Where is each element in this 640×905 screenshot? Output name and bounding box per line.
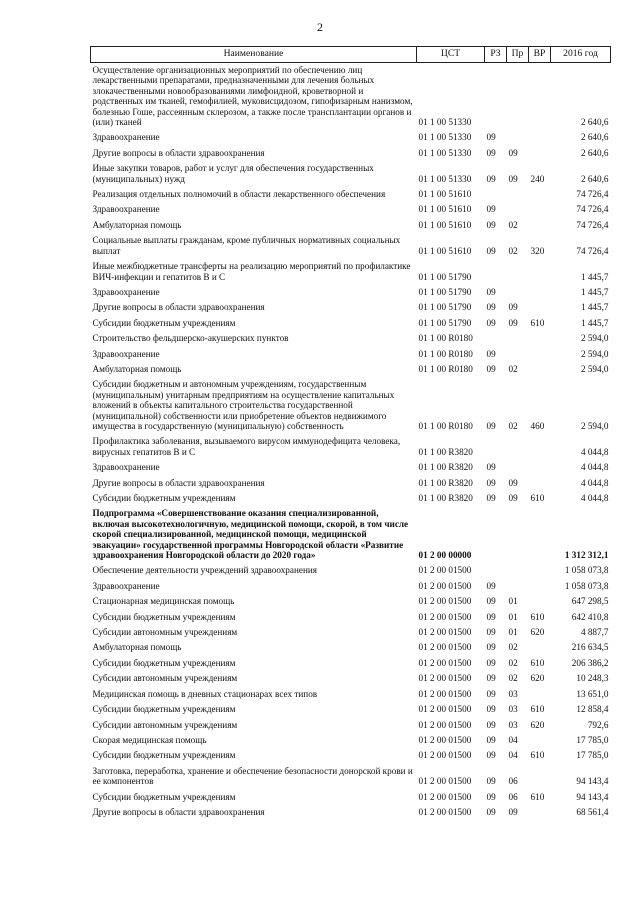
- row-pr: [507, 130, 529, 145]
- table-row: [91, 130, 611, 145]
- table-row: [91, 331, 611, 346]
- table-row: [91, 187, 611, 202]
- row-vr: 460: [530, 420, 545, 431]
- row-sum: 206 386,2: [571, 657, 609, 668]
- row-name: Субсидии бюджетным учреждениям: [92, 657, 236, 668]
- row-sum: 1 058 073,8: [564, 580, 609, 591]
- row-sum: 1 058 073,8: [564, 565, 609, 576]
- row-cst: 01 1 00 51330: [418, 173, 472, 184]
- row-sum: 2 594,0: [580, 333, 609, 344]
- row-sum: 4 044,8: [580, 493, 609, 503]
- row-pr: [507, 331, 529, 346]
- table-row: [91, 347, 611, 362]
- row-pr: [507, 579, 529, 594]
- row-name: Субсидии бюджетным учреждениям: [92, 317, 236, 328]
- row-pr: [507, 285, 529, 300]
- row-name: Здравоохранение: [92, 580, 160, 591]
- row-vr: 610: [530, 657, 545, 668]
- row-name: Другие вопросы в области здравоохранения: [92, 806, 265, 817]
- row-rz: [485, 434, 507, 460]
- row-pr: 02: [508, 420, 518, 431]
- row-sum: 74 726,4: [576, 219, 609, 230]
- table-header-row: [91, 47, 611, 63]
- row-cst: 01 1 00 R0180: [418, 420, 473, 431]
- table-row: [91, 687, 611, 702]
- row-rz: 09: [486, 493, 496, 503]
- row-rz: 09: [486, 132, 496, 143]
- row-rz: 09: [486, 688, 496, 699]
- row-rz: [485, 563, 507, 578]
- row-vr: [529, 506, 551, 563]
- row-vr: [529, 218, 551, 233]
- table-row: [91, 748, 611, 763]
- row-vr: [529, 187, 551, 202]
- row-rz: 09: [486, 806, 496, 817]
- row-vr: 610: [530, 704, 545, 715]
- row-rz: 09: [486, 219, 496, 230]
- row-rz: [485, 187, 507, 202]
- row-cst: 01 2 00 01500: [418, 806, 472, 817]
- row-sum: 647 298,5: [571, 596, 609, 607]
- table-row: [91, 259, 611, 285]
- table-row: [91, 316, 611, 331]
- table-row: [91, 594, 611, 609]
- row-vr: [529, 130, 551, 145]
- row-sum: 2 640,6: [580, 117, 609, 128]
- table-body: [91, 63, 611, 821]
- row-pr: 01: [508, 627, 518, 638]
- row-vr: 610: [530, 317, 545, 328]
- row-cst: 01 1 00 R0180: [418, 348, 473, 359]
- row-name: Субсидии бюджетным учреждениям: [92, 704, 236, 715]
- row-cst: 01 2 00 01500: [418, 734, 472, 745]
- row-name: Подпрограмма «Совершенствование оказания специализированной, включая высокотехнологичную, медицинской помощи, скорой, в том числе скорой специализированной, медицинской помощи, медицинской эвакуации» государственной программы Новгородской области «Развитие здравоохранения Новгородской области до 2020 года»: [92, 508, 409, 561]
- row-pr: 09: [508, 302, 518, 313]
- row-sum: 2 594,0: [580, 420, 609, 431]
- row-cst: 01 2 00 01500: [418, 596, 472, 607]
- row-vr: [529, 347, 551, 362]
- table-row: [91, 764, 611, 790]
- row-vr: [529, 300, 551, 315]
- table-row: [91, 63, 611, 131]
- row-cst: 01 1 00 51790: [418, 286, 472, 297]
- row-pr: 04: [508, 734, 518, 745]
- row-rz: 09: [486, 734, 496, 745]
- row-vr: 620: [530, 719, 545, 730]
- row-cst: 01 1 00 51610: [418, 189, 472, 200]
- row-name: Здравоохранение: [92, 286, 160, 297]
- table-row: [91, 506, 611, 563]
- row-pr: [507, 506, 529, 563]
- row-pr: [507, 259, 529, 285]
- row-cst: 01 2 00 01500: [418, 627, 472, 638]
- row-sum: 2 640,6: [580, 132, 609, 143]
- row-pr: 09: [508, 493, 518, 503]
- row-pr: [507, 347, 529, 362]
- header-vr: ВР: [529, 47, 551, 63]
- row-name: Субсидии бюджетным учреждениям: [92, 750, 236, 761]
- row-vr: 620: [530, 673, 545, 684]
- row-pr: 02: [508, 642, 518, 653]
- row-cst: 01 2 00 01500: [418, 673, 472, 684]
- row-rz: [485, 259, 507, 285]
- row-cst: 01 1 00 R3820: [418, 446, 473, 457]
- table-row: [91, 656, 611, 671]
- row-cst: 01 1 00 51330: [418, 117, 472, 128]
- row-name: Субсидии автономным учреждениям: [92, 719, 238, 730]
- table-row: [91, 790, 611, 805]
- row-pr: 02: [508, 219, 518, 230]
- row-name: Субсидии автономным учреждениям: [92, 673, 238, 684]
- table-row: [91, 563, 611, 578]
- row-pr: 01: [508, 611, 518, 622]
- row-pr: [507, 187, 529, 202]
- row-cst: 01 1 00 R3820: [418, 462, 473, 473]
- row-pr: 01: [508, 596, 518, 607]
- row-cst: 01 1 00 R3820: [418, 477, 473, 488]
- row-cst: 01 2 00 01500: [418, 565, 472, 576]
- row-cst: 01 1 00 51330: [418, 132, 472, 143]
- row-sum: 4 044,8: [580, 462, 609, 473]
- table-row: [91, 476, 611, 491]
- row-sum: 1 312 312,1: [564, 550, 609, 561]
- row-sum: 1 445,7: [580, 271, 609, 282]
- table-row: [91, 146, 611, 161]
- row-vr: [529, 594, 551, 609]
- row-rz: [485, 331, 507, 346]
- row-vr: [529, 460, 551, 475]
- table-row: [91, 610, 611, 625]
- row-sum: 17 785,0: [576, 750, 609, 761]
- row-cst: 01 2 00 01500: [418, 719, 472, 730]
- table-row: [91, 202, 611, 217]
- row-name: Осуществление организационных мероприятий по обеспечению лиц лекарственными препаратами, предназначенными для лечения больных злокачественными новообразованиями лимфоидной, кроветворной и родственных им тканей, гемофилией, муковисцидозом, гипофизарным нанизмом, болезнью Гоше, рассеянным склерозом, а также после трансплантации органов и (или) тканей: [92, 65, 413, 128]
- row-rz: 09: [486, 462, 496, 473]
- row-rz: 09: [486, 317, 496, 328]
- row-cst: 01 1 00 51610: [418, 219, 472, 230]
- row-sum: 12 858,4: [576, 704, 609, 715]
- row-pr: 02: [508, 245, 518, 256]
- row-pr: 09: [508, 477, 518, 488]
- row-vr: [529, 146, 551, 161]
- header-rz: РЗ: [485, 47, 507, 63]
- row-name: Здравоохранение: [92, 348, 160, 359]
- row-pr: 02: [508, 657, 518, 668]
- row-rz: 09: [486, 420, 496, 431]
- row-sum: 4 044,8: [580, 477, 609, 488]
- row-name: Другие вопросы в области здравоохранения: [92, 302, 265, 313]
- row-vr: [529, 331, 551, 346]
- row-name: Иные межбюджетные трансферты на реализацию мероприятий по профилактике ВИЧ-инфекции и гепатитов В и С: [92, 261, 411, 282]
- table-row: [91, 460, 611, 475]
- table-row: [91, 625, 611, 640]
- row-cst: 01 1 00 51330: [418, 147, 472, 158]
- row-name: Заготовка, переработка, хранение и обеспечение безопасности донорской крови и ее компонентов: [92, 765, 413, 787]
- row-vr: 610: [530, 493, 545, 503]
- row-pr: 09: [508, 147, 518, 158]
- row-vr: [529, 764, 551, 790]
- table-row: [91, 718, 611, 733]
- row-name: Обеспечение деятельности учреждений здравоохранения: [92, 565, 318, 576]
- row-name: Субсидии автономным учреждениям: [92, 627, 238, 638]
- row-name: Медицинская помощь в дневных стационарах всех типов: [92, 688, 318, 699]
- row-rz: 09: [486, 245, 496, 256]
- row-cst: 01 1 00 51610: [418, 204, 472, 215]
- row-rz: 09: [486, 657, 496, 668]
- row-rz: 09: [486, 596, 496, 607]
- row-name: Иные закупки товаров, работ и услуг для обеспечения государственных (муниципальных) нужд: [92, 163, 374, 184]
- row-pr: [507, 202, 529, 217]
- row-vr: [529, 640, 551, 655]
- table-row: [91, 218, 611, 233]
- table-row: [91, 161, 611, 187]
- row-pr: 09: [508, 806, 518, 817]
- row-rz: [485, 506, 507, 563]
- row-rz: 09: [486, 719, 496, 730]
- row-rz: 09: [486, 204, 496, 215]
- table-row: [91, 640, 611, 655]
- row-sum: 17 785,0: [576, 734, 609, 745]
- row-rz: 09: [486, 791, 496, 802]
- header-cst: ЦСТ: [417, 47, 485, 63]
- row-rz: 09: [486, 776, 496, 787]
- row-rz: 09: [486, 627, 496, 638]
- row-cst: 01 2 00 01500: [418, 791, 472, 802]
- row-name: Скорая медицинская помощь: [92, 734, 207, 745]
- row-name: Другие вопросы в области здравоохранения: [92, 477, 265, 488]
- row-rz: 09: [486, 673, 496, 684]
- row-cst: 01 1 00 R3820: [418, 493, 473, 503]
- row-cst: 01 2 00 01500: [418, 642, 472, 653]
- row-rz: [485, 63, 507, 131]
- row-vr: [529, 563, 551, 578]
- header-pr: Пр: [507, 47, 529, 63]
- row-sum: 74 726,4: [576, 245, 609, 256]
- table-row: [91, 579, 611, 594]
- row-cst: 01 1 00 51610: [418, 245, 472, 256]
- row-sum: 2 594,0: [580, 348, 609, 359]
- row-sum: 68 561,4: [576, 806, 609, 817]
- row-cst: 01 2 00 01500: [418, 750, 472, 761]
- row-vr: 320: [530, 245, 545, 256]
- row-rz: 09: [486, 642, 496, 653]
- row-cst: 01 2 00 01500: [418, 704, 472, 715]
- row-sum: 4 887,7: [580, 627, 609, 638]
- row-pr: 02: [508, 363, 518, 374]
- row-sum: 94 143,4: [576, 776, 609, 787]
- table-row: [91, 434, 611, 460]
- row-pr: 03: [508, 688, 518, 699]
- table-row: [91, 491, 611, 506]
- row-pr: [507, 434, 529, 460]
- row-vr: [529, 434, 551, 460]
- row-cst: 01 1 00 R0180: [418, 363, 473, 374]
- table-row: [91, 805, 611, 820]
- row-pr: 06: [508, 776, 518, 787]
- row-sum: 13 651,0: [576, 688, 609, 699]
- row-name: Социальные выплаты гражданам, кроме публичных нормативных социальных выплат: [92, 235, 401, 256]
- row-sum: 1 445,7: [580, 302, 609, 313]
- row-pr: [507, 63, 529, 131]
- row-pr: 06: [508, 791, 518, 802]
- row-name: Здравоохранение: [92, 204, 160, 215]
- row-pr: 09: [508, 317, 518, 328]
- row-vr: [529, 805, 551, 820]
- row-cst: 01 1 00 51790: [418, 302, 472, 313]
- row-pr: 09: [508, 173, 518, 184]
- row-name: Субсидии бюджетным учреждениям: [92, 611, 236, 622]
- row-rz: 09: [486, 611, 496, 622]
- row-cst: 01 1 00 R0180: [418, 333, 473, 344]
- budget-table: [90, 46, 611, 820]
- row-rz: 09: [486, 147, 496, 158]
- row-rz: 09: [486, 580, 496, 591]
- row-name: Амбулаторная помощь: [92, 219, 182, 230]
- row-vr: 240: [530, 173, 545, 184]
- row-vr: [529, 285, 551, 300]
- row-name: Профилактика заболевания, вызываемого вирусом иммунодефицита человека, вирусных гепатитов В и С: [92, 436, 401, 457]
- row-rz: 09: [486, 477, 496, 488]
- row-sum: 94 143,4: [576, 791, 609, 802]
- row-rz: 09: [486, 363, 496, 374]
- row-vr: [529, 202, 551, 217]
- row-rz: 09: [486, 286, 496, 297]
- row-sum: 1 445,7: [580, 286, 609, 297]
- row-sum: 74 726,4: [576, 189, 609, 200]
- row-cst: 01 1 00 51790: [418, 317, 472, 328]
- row-name: Реализация отдельных полномочий в области лекарственного обеспечения: [92, 189, 386, 200]
- row-sum: 792,6: [587, 719, 609, 730]
- row-vr: 610: [530, 611, 545, 622]
- row-vr: 620: [530, 627, 545, 638]
- row-sum: 642 410,8: [571, 611, 609, 622]
- row-name: Субсидии бюджетным учреждениям: [92, 493, 236, 503]
- row-vr: [529, 63, 551, 131]
- row-cst: 01 2 00 01500: [418, 776, 472, 787]
- row-rz: 09: [486, 750, 496, 761]
- row-name: Амбулаторная помощь: [92, 363, 182, 374]
- row-vr: [529, 476, 551, 491]
- table-row: [91, 285, 611, 300]
- row-pr: 03: [508, 719, 518, 730]
- header-sum: 2016 год: [551, 47, 611, 63]
- table-row: [91, 362, 611, 377]
- row-rz: 09: [486, 348, 496, 359]
- row-sum: 2 640,6: [580, 173, 609, 184]
- row-pr: [507, 460, 529, 475]
- row-sum: 1 445,7: [580, 317, 609, 328]
- row-vr: [529, 733, 551, 748]
- row-name: Амбулаторная помощь: [92, 642, 182, 653]
- row-name: Здравоохранение: [92, 462, 160, 473]
- table-row: [91, 377, 611, 434]
- row-cst: 01 2 00 01500: [418, 611, 472, 622]
- page-number: 2: [317, 20, 323, 34]
- row-name: Строительство фельдшерско-акушерских пунктов: [92, 333, 289, 344]
- table-row: [91, 233, 611, 259]
- row-name: Здравоохранение: [92, 132, 160, 143]
- row-cst: 01 2 00 01500: [418, 657, 472, 668]
- row-vr: [529, 259, 551, 285]
- row-name: Другие вопросы в области здравоохранения: [92, 147, 265, 158]
- row-sum: 74 726,4: [576, 204, 609, 215]
- row-sum: 2 640,6: [580, 147, 609, 158]
- table-row: [91, 702, 611, 717]
- row-cst: 01 2 00 00000: [418, 550, 472, 561]
- row-cst: 01 2 00 01500: [418, 580, 472, 591]
- row-sum: 10 248,3: [576, 673, 609, 684]
- row-vr: [529, 362, 551, 377]
- row-sum: 2 594,0: [580, 363, 609, 374]
- row-pr: 03: [508, 704, 518, 715]
- table-row: [91, 733, 611, 748]
- row-pr: 04: [508, 750, 518, 761]
- row-name: Стационарная медицинская помощь: [92, 596, 235, 607]
- row-rz: 09: [486, 704, 496, 715]
- table-row: [91, 671, 611, 686]
- row-cst: 01 2 00 01500: [418, 688, 472, 699]
- row-vr: [529, 687, 551, 702]
- row-pr: 02: [508, 673, 518, 684]
- row-rz: 09: [486, 302, 496, 313]
- row-name: Субсидии бюджетным и автономным учреждениям, государственным (муниципальным) унитарным предприятиям на осуществление капитальных вложений в объекты капитального строительства государственной (муниципальной) собственности или приобретение объектов недвижимого имущества в государственную (муниципальную) собственность: [92, 379, 395, 431]
- row-sum: 216 634,5: [571, 642, 609, 653]
- row-vr: 610: [530, 750, 545, 761]
- row-vr: [529, 579, 551, 594]
- header-name: Наименование: [91, 47, 417, 63]
- row-cst: 01 1 00 51790: [418, 271, 472, 282]
- row-vr: 610: [530, 791, 545, 802]
- row-sum: 4 044,8: [580, 446, 609, 457]
- row-rz: 09: [486, 173, 496, 184]
- row-name: Субсидии бюджетным учреждениям: [92, 791, 236, 802]
- row-pr: [507, 563, 529, 578]
- table-row: [91, 300, 611, 315]
